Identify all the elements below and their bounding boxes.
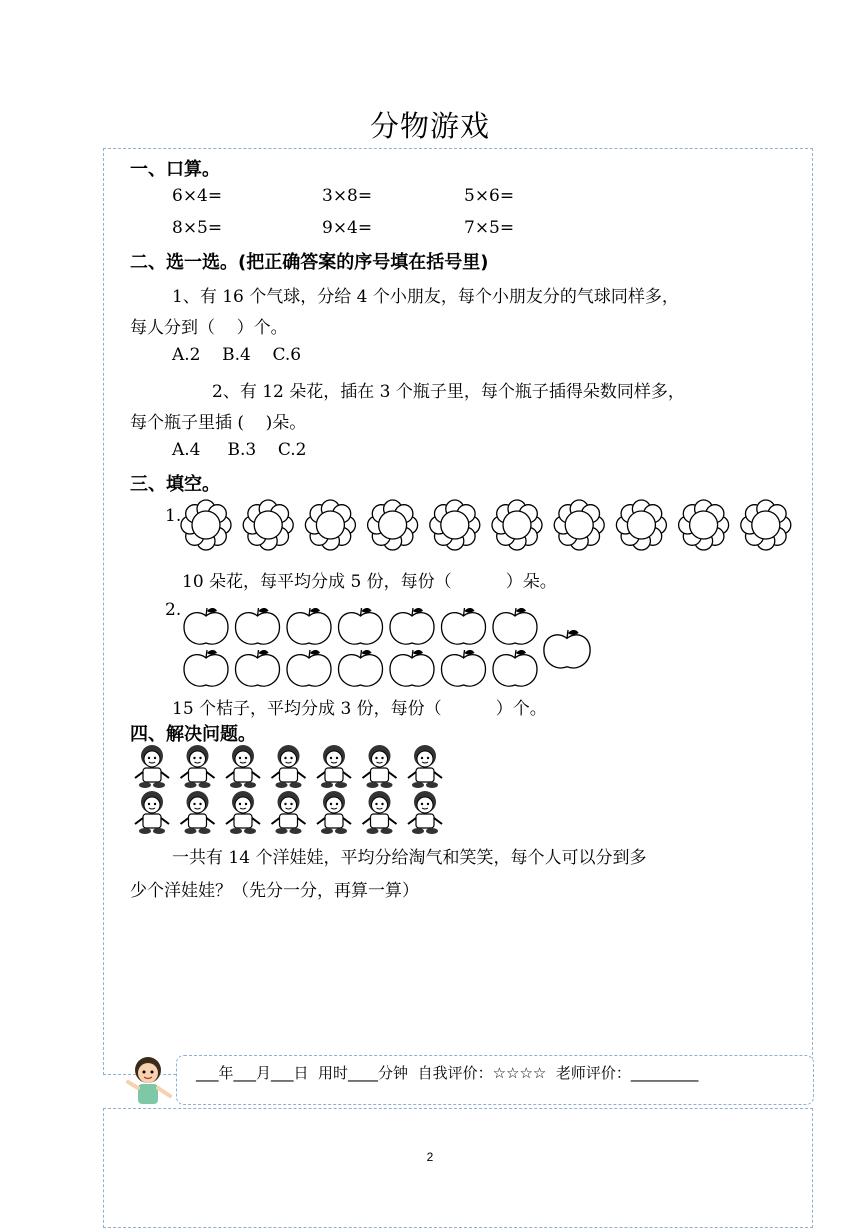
flower-illustration [180, 498, 800, 556]
section3-heading: 三、填空。 [130, 474, 220, 495]
fill-question1-number: 1. [165, 506, 182, 526]
orange-icon [442, 608, 486, 644]
doll-icon [317, 791, 351, 834]
question1-line2: 每人分到（ ）个。 [130, 318, 288, 338]
flower-icon [616, 500, 666, 550]
orange-icon [236, 650, 280, 686]
mental-math-problem: 9×4= [322, 218, 373, 238]
orange-icon [184, 650, 228, 686]
orange-icon [184, 608, 228, 644]
question2-line1: 2、有 12 朵花，插在 3 个瓶子里，每个瓶子插得朵数同样多， [212, 382, 685, 402]
doll-icon [363, 745, 397, 788]
flower-icon [741, 500, 791, 550]
section1-heading: 一、口算。 [130, 159, 220, 180]
orange-icon [390, 650, 434, 686]
flower-icon [368, 500, 418, 550]
orange-icon [339, 650, 383, 686]
doll-icon [408, 791, 442, 834]
mental-math-problem: 5×6= [464, 186, 515, 206]
fill-question2-number: 2. [165, 600, 182, 620]
orange-illustration [180, 602, 600, 694]
section2-heading: 二、选一选。(把正确答案的序号填在括号里) [130, 252, 489, 273]
doll-icon [408, 745, 442, 788]
page-number: 2 [426, 1150, 434, 1164]
student-mascot-icon [122, 1052, 178, 1112]
doll-icon [272, 791, 306, 834]
fill-question1-text: 10 朵花，每平均分成 5 份，每份（ ）朵。 [182, 572, 557, 592]
doll-icon [363, 791, 397, 834]
flower-icon [430, 500, 480, 550]
flower-icon [492, 500, 542, 550]
fill-question2-text: 15 个桔子，平均分成 3 份，每份（ ）个。 [172, 699, 547, 719]
mental-math-problem: 6×4= [172, 186, 223, 206]
question2-line2: 每个瓶子里插 ( )朵。 [130, 413, 307, 433]
orange-icon [236, 608, 280, 644]
mental-math-problem: 8×5= [172, 218, 223, 238]
orange-icon [339, 608, 383, 644]
flower-icon [679, 500, 729, 550]
doll-icon [317, 745, 351, 788]
doll-illustration [130, 744, 440, 836]
orange-icon [493, 650, 537, 686]
question1-line1: 1、有 16 个气球，分给 4 个小朋友，每个小朋友分的气球同样多， [172, 287, 679, 307]
flower-icon [181, 500, 231, 550]
problem-line2: 少个洋娃娃？（先分一分，再算一算） [130, 881, 419, 901]
doll-icon [181, 745, 215, 788]
orange-icon [390, 608, 434, 644]
flower-icon [554, 500, 604, 550]
doll-icon [181, 791, 215, 834]
next-page-frame [103, 1108, 813, 1228]
orange-icon [287, 650, 331, 686]
doll-icon [135, 745, 169, 788]
flower-icon [243, 500, 293, 550]
doll-icon [272, 745, 306, 788]
orange-icon [442, 650, 486, 686]
evaluation-line: ___年___月___日 用时____分钟 自我评价：☆☆☆☆ 老师评价：_________ [196, 1064, 699, 1082]
doll-icon [135, 791, 169, 834]
question2-options: A.4 B.3 C.2 [172, 440, 307, 460]
orange-icon [544, 630, 590, 668]
flower-icon [305, 500, 355, 550]
mental-math-problem: 3×8= [322, 186, 373, 206]
doll-icon [226, 745, 260, 788]
page-title: 分物游戏 [369, 109, 490, 143]
doll-icon [226, 791, 260, 834]
orange-icon [493, 608, 537, 644]
problem-line1: 一共有 14 个洋娃娃，平均分给淘气和笑笑，每个人可以分到多 [172, 848, 647, 868]
section4-heading: 四、解决问题。 [130, 724, 256, 745]
mental-math-problem: 7×5= [464, 218, 515, 238]
orange-icon [287, 608, 331, 644]
question1-options: A.2 B.4 C.6 [172, 345, 302, 365]
